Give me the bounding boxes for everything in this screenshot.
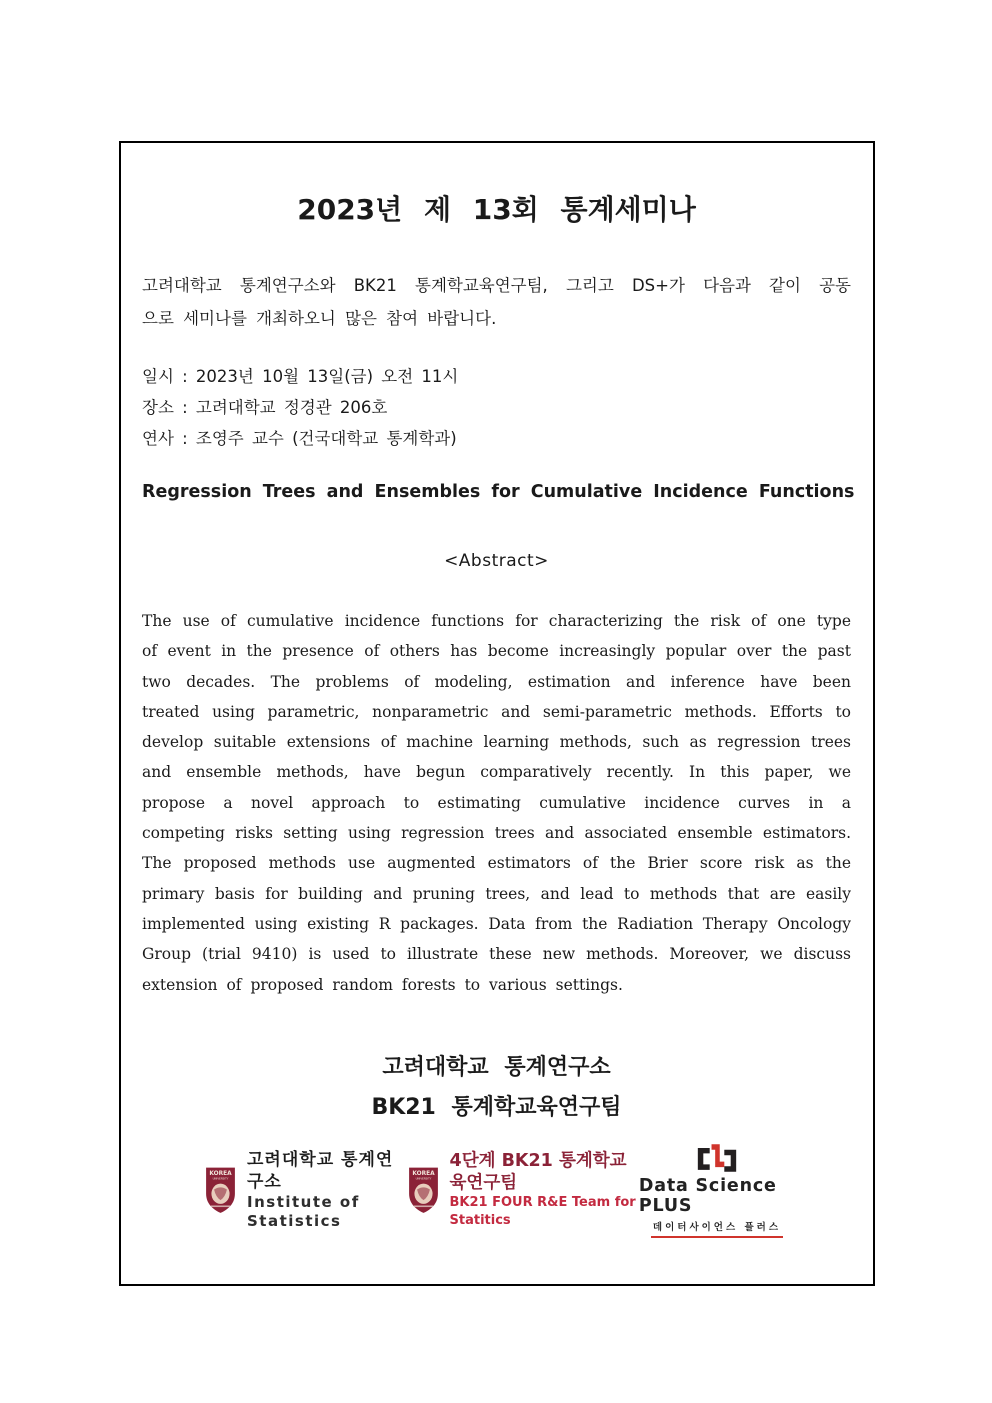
event-info xyxy=(142,361,851,454)
logo-institute-of-statistics xyxy=(204,1149,407,1231)
svg-text:UNIVERSITY: UNIVERSITY xyxy=(415,1177,431,1181)
logo-ku-line2: Institute of Statistics xyxy=(247,1192,360,1230)
event-info-speaker: 연사 : 조영주 교수 (건국대학교 통계학과) xyxy=(142,429,457,448)
host-line-bk21: BK21 통계학교육연구팀 xyxy=(371,1094,622,1120)
intro-paragraph: 고려대학교 통계연구소와 BK21 통계학교육연구팀, 그리고 DS+가 다음과 같이 공동 으로 세미나를 개최하오니 많은 참여 바랍니다. xyxy=(142,276,851,328)
abstract-heading: <Abstract> xyxy=(444,551,549,571)
document-frame xyxy=(119,141,875,1286)
logo-ds-line2: 데이터사이언스 플러스 xyxy=(651,1218,783,1238)
host-organizations xyxy=(142,1048,851,1128)
event-info-place: 장소 : 고려대학교 정경관 206호 xyxy=(142,398,388,417)
svg-text:KOREA: KOREA xyxy=(411,1170,435,1177)
svg-text:KOREA: KOREA xyxy=(209,1170,232,1177)
svg-text:UNIVERSITY: UNIVERSITY xyxy=(212,1177,229,1181)
logo-bk21-line1: 4단계 BK21 통계학교육연구팀 xyxy=(449,1150,627,1193)
event-info-date: 일시 : 2023년 10월 13일(금) 오전 11시 xyxy=(142,367,459,386)
page-title: 2023년 제 13회 통계세미나 xyxy=(297,193,696,226)
logo-ku-line1: 고려대학교 통계연구소 xyxy=(247,1149,394,1192)
logo-bk21-line2: BK21 FOUR R&E Team for Statitics xyxy=(449,1194,636,1228)
data-science-plus-icon xyxy=(696,1142,738,1174)
korea-university-shield-icon xyxy=(407,1166,440,1214)
logo-data-science-plus xyxy=(639,1142,795,1238)
logo-ds-line1: Data Science PLUS xyxy=(638,1175,777,1216)
talk-title: Regression Trees and Ensembles for Cumulative Incidence Functions xyxy=(142,482,855,502)
host-line-institute: 고려대학교 통계연구소 xyxy=(382,1054,611,1080)
abstract-text: The use of cumulative incidence functions for characterizing the risk of one type of event in the presence of others has become increasingly popular over the past two decades. The problems of modeling, estimation and inference have been treated using parametric, nonparametric and semi-parametric methods. Efforts to develop suitable extensions of machine learning methods, such as regression trees and ensemble methods, have begun comparatively recently. In this paper, we propose a novel approach to estimating cumulative incidence curves in a competing risks setting using regression trees and associated ensemble estimators. The proposed methods use augmented estimators of the Brier score risk as the primary basis for building and pruning trees, and lead to methods that are easily implemented using existing R packages. Data from the Radiation Therapy Oncology Group (trial 9410) is used to illustrate these new methods. Moreover, we discuss extension of proposed random forests to various settings. xyxy=(142,612,851,994)
logo-bk21-team xyxy=(407,1150,639,1230)
logos-row xyxy=(142,1142,851,1238)
korea-university-shield-icon xyxy=(204,1166,237,1214)
